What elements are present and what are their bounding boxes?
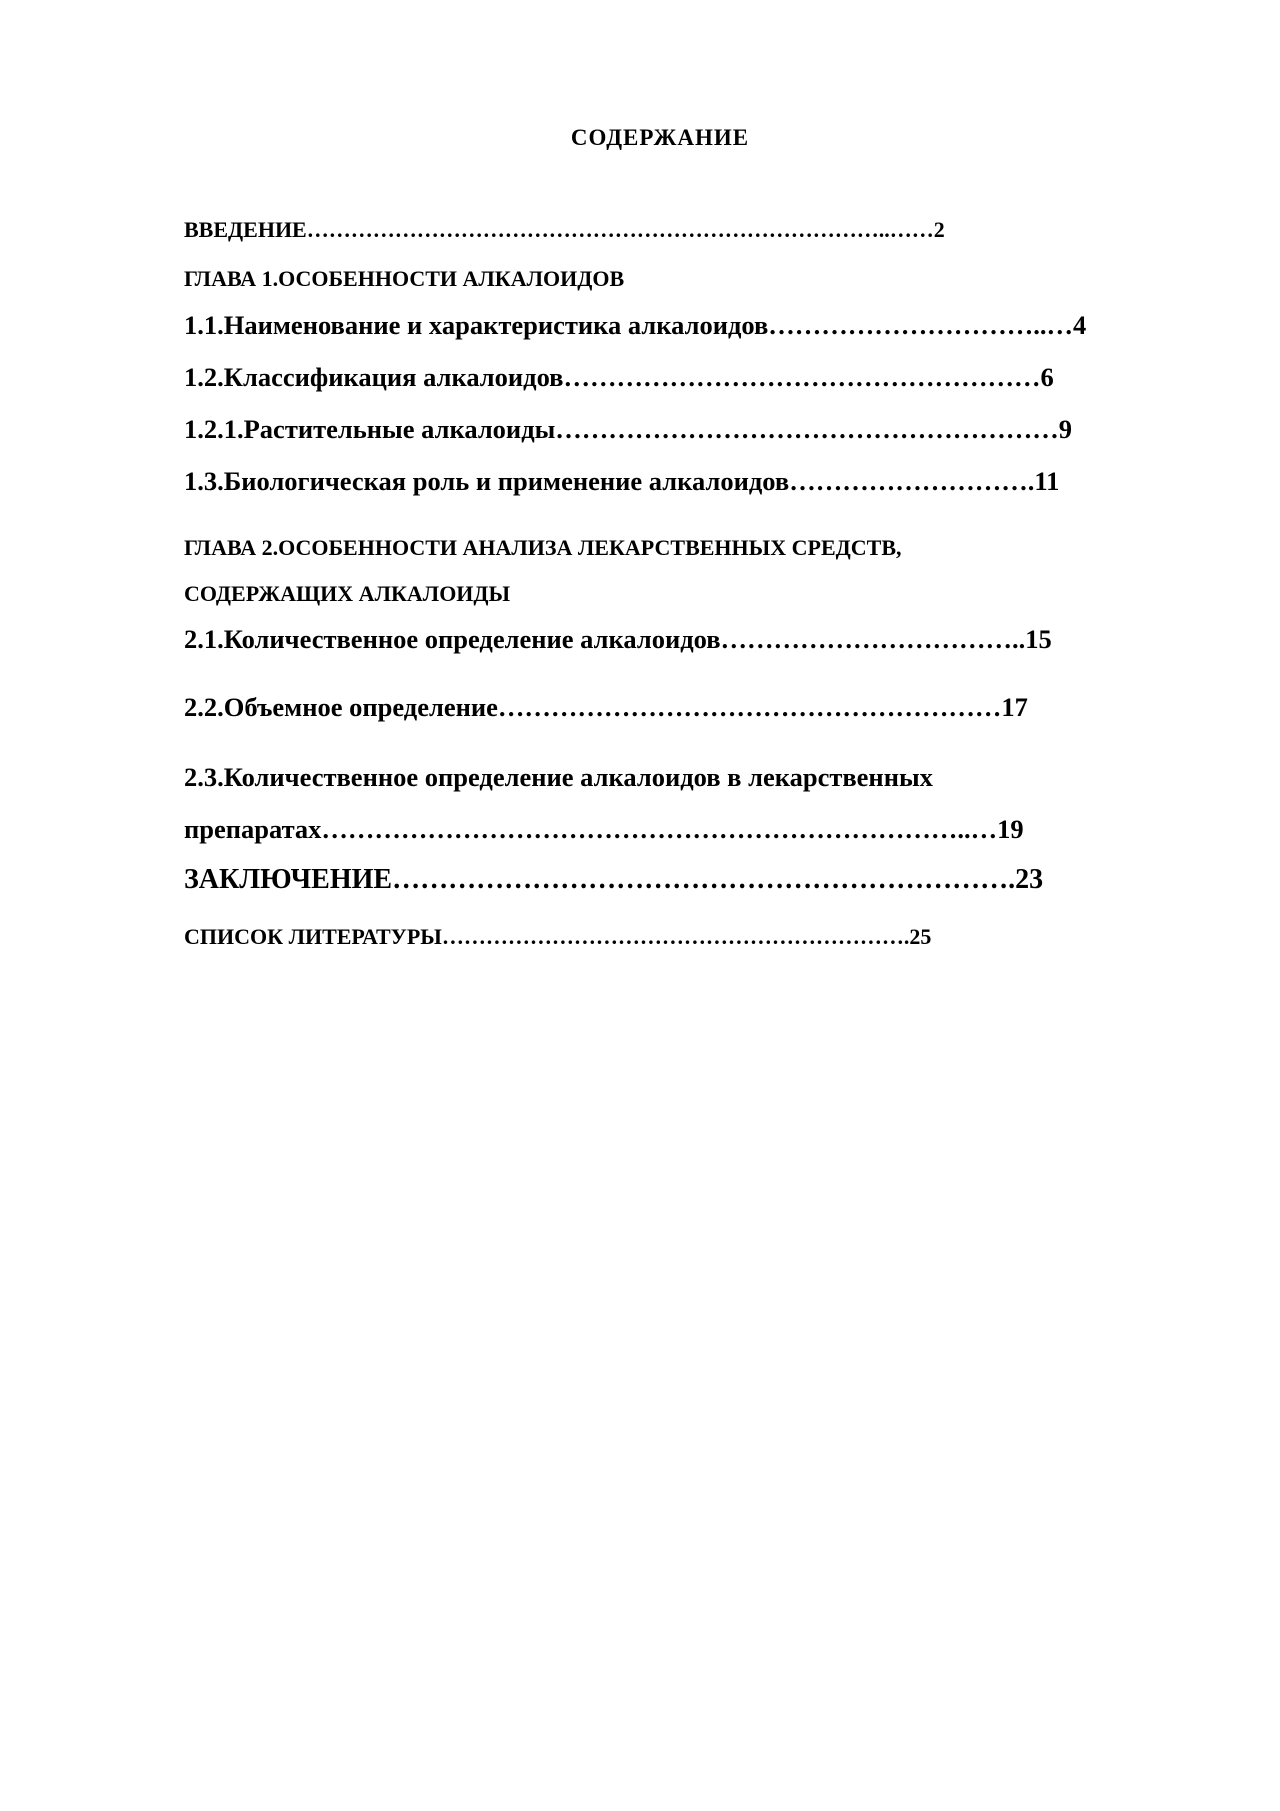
toc-entry-2-3-line-1: 2.3.Количественное определение алкалоидов в лекарственных (184, 762, 933, 792)
toc-entry-1-3: 1.3.Биологическая роль и применение алкалоидов……………………….11 (184, 466, 1060, 496)
toc-entry-intro: ВВЕДЕНИЕ……………………………………………………………………..……2 (184, 217, 945, 242)
toc-chapter-2-heading-line-1: ГЛАВА 2.ОСОБЕННОСТИ АНАЛИЗА ЛЕКАРСТВЕННЫХ СРЕДСТВ, (184, 535, 902, 560)
toc-entry-1-2-1: 1.2.1.Растительные алкалоиды…………………………………………………9 (184, 414, 1073, 444)
toc-chapter-1-heading: ГЛАВА 1.ОСОБЕННОСТИ АЛКАЛОИДОВ (184, 266, 625, 291)
toc-entry-1-1: 1.1.Наименование и характеристика алкалоидов…………………………..…4 (184, 310, 1087, 340)
toc-chapter-2-heading-line-2: СОДЕРЖАЩИХ АЛКАЛОИДЫ (184, 581, 511, 606)
toc-entry-2-3-line-2: препаратах………………………………………………………………..…19 (184, 814, 1024, 844)
toc-entry-conclusion: ЗАКЛЮЧЕНИЕ………………………………………………………….23 (184, 864, 1044, 895)
toc-entry-1-2: 1.2.Классификация алкалоидов………………………………………………6 (184, 362, 1054, 392)
toc-entry-2-2: 2.2.Объемное определение…………………………………………………17 (184, 692, 1028, 722)
toc-entry-2-1: 2.1.Количественное определение алкалоидов……………………………..15 (184, 624, 1052, 654)
page-title: СОДЕРЖАНИЕ (570, 125, 750, 150)
toc-entry-references: СПИСОК ЛИТЕРАТУРЫ……………………………………………………….25 (184, 924, 932, 949)
